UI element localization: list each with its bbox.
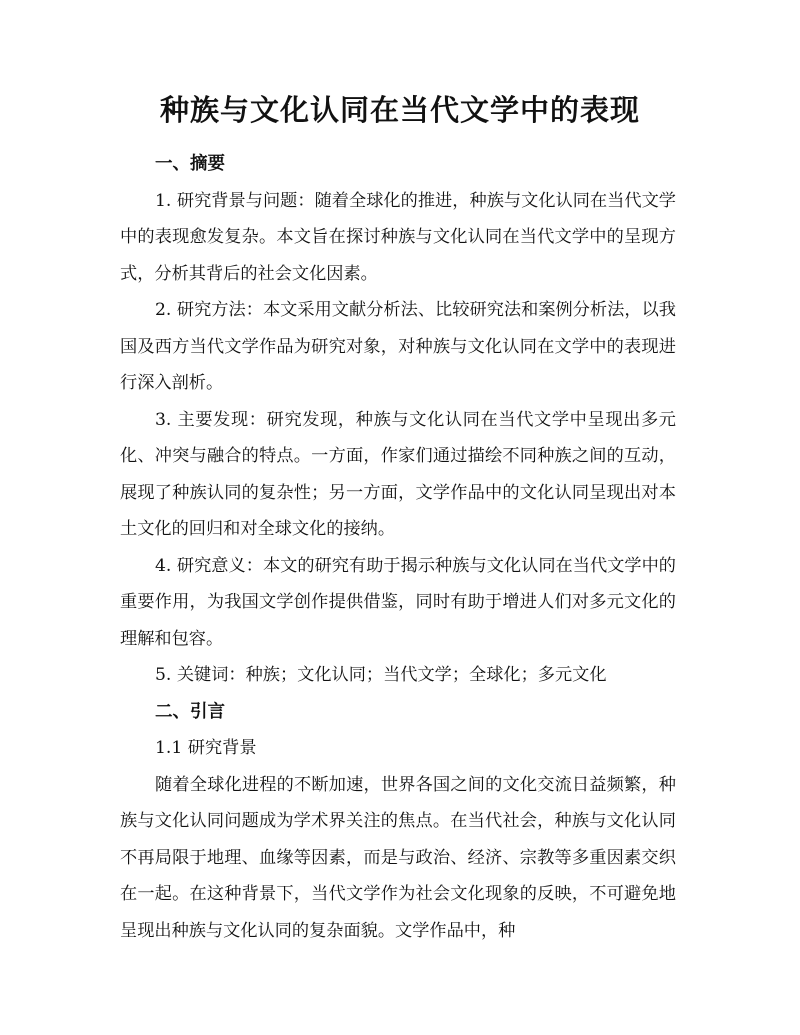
document-body: [120, 146, 676, 949]
section-heading-introduction: 二、引言: [155, 701, 225, 722]
abstract-paragraph-significance: 4. 研究意义：本文的研究有助于揭示种族与文化认同在当代文学中的重要作用，为我国文学创作提供借鉴，同时有助于增进人们对多元文化的理解和包容。: [120, 555, 676, 649]
section-heading-abstract: 一、摘要: [155, 154, 225, 174]
subsection-heading-background: 1.1 研究背景: [155, 738, 257, 758]
introduction-paragraph: 随着全球化进程的不断加速，世界各国之间的文化交流日益频繁，种族与文化认同问题成为学术界关注的焦点。在当代社会，种族与文化认同不再局限于地理、血缘等因素，而是与政治、经济、宗教等多重因素交织在一起。在这种背景下，当代文学作为社会文化现象的反映，不可避免地呈现出种族与文化认同的复杂面貌。文学作品中，种: [120, 774, 676, 941]
abstract-paragraph-background: 1. 研究背景与问题：随着全球化的推进，种族与文化认同在当代文学中的表现愈发复杂。本文旨在探讨种族与文化认同在当代文学中的呈现方式，分析其背后的社会文化因素。: [120, 190, 676, 284]
document-title: 种族与文化认同在当代文学中的表现: [159, 93, 640, 127]
abstract-paragraph-findings: 3. 主要发现：研究发现，种族与文化认同在当代文学中呈现出多元化、冲突与融合的特点。一方面，作家们通过描绘不同种族之间的互动，展现了种族认同的复杂性；另一方面，文学作品中的文化认同呈现出对本土文化的回归和对全球文化的接纳。: [120, 409, 676, 539]
abstract-paragraph-method: 2. 研究方法：本文采用文献分析法、比较研究法和案例分析法，以我国及西方当代文学作品为研究对象，对种族与文化认同在文学中的表现进行深入剖析。: [120, 300, 676, 393]
abstract-paragraph-keywords: 5. 关键词：种族；文化认同；当代文学；全球化；多元文化: [155, 665, 607, 685]
